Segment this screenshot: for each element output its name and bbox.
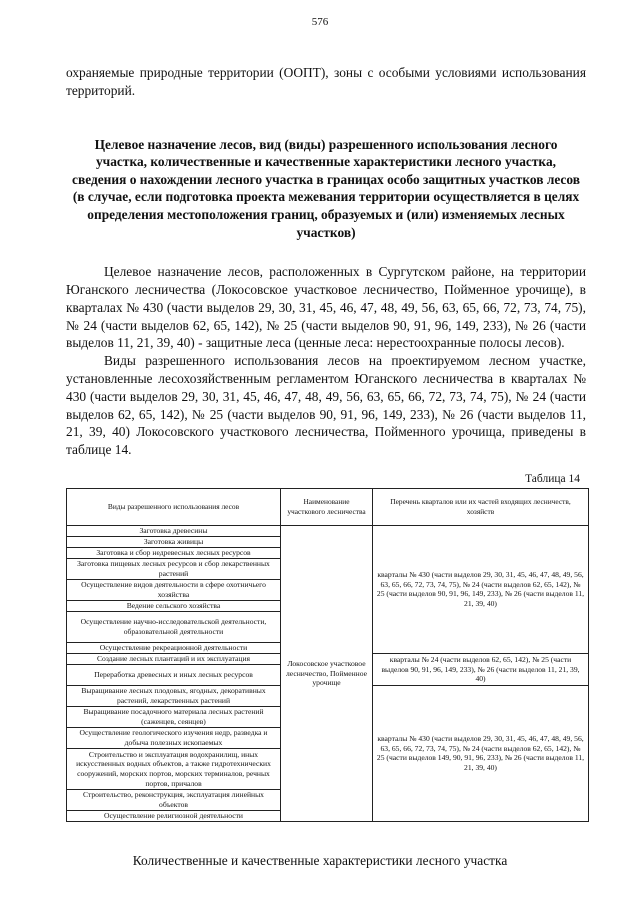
header-quarters: Перечень кварталов или их частей входящих лесничеств, хозяйств [373, 488, 589, 525]
table-caption: Таблица 14 [525, 472, 580, 485]
use-cell: Строительство и эксплуатация водохранилищ, иных искусственных водных объектов, а также гидротехнических сооружений, морских портов, морских терминалов, речных портов, причалов [67, 748, 281, 789]
use-cell: Осуществление научно-исследовательской деятельности, образовательной деятельности [67, 611, 281, 642]
use-cell: Заготовка и сбор недревесных лесных ресурсов [67, 547, 281, 558]
use-cell: Осуществление рекреационной деятельности [67, 642, 281, 653]
use-cell: Ведение сельского хозяйства [67, 600, 281, 611]
paragraph-target-purpose: Целевое назначение лесов, расположенных в Сургутском районе, на территории Юганского лесничества (Локосовское участковое лесничество, Пойменное урочище), в кварталах № 430 (части выделов 29, 30, 31, 45, 46, 47, 48, 49, 56, 63, 65, 66, 72, 73, 74, 75), № 24 (части выделов 62, 65, 142), № 25 (части выделов 90, 91, 96, 149, 233), № 26 (части выделов 11, 21, 39, 40) - защитные леса (ценные леса: нерестоохранные полосы лесов). [66, 264, 586, 351]
use-cell: Осуществление геологического изучения недр, разведка и добыча полезных ископаемых [67, 727, 281, 748]
use-cell: Заготовка пищевых лесных ресурсов и сбор лекарственных растений [67, 558, 281, 579]
quarters-group-2-cell: кварталы № 24 (части выделов 62, 65, 142), № 25 (части выделов 90, 91, 96, 149, 233), № 26 (части выделов 11, 21, 39, 40) [373, 653, 589, 685]
use-cell: Заготовка живицы [67, 536, 281, 547]
intro-paragraph: охраняемые природные территории (ООПТ), зоны с особыми условиями использования территорий. [66, 65, 586, 98]
table-14 [66, 488, 589, 822]
quarters-group-3-cell: кварталы № 430 (части выделов 29, 30, 31, 45, 46, 47, 48, 49, 56, 63, 65, 66, 72, 73, 74, 75), № 24 (части выделов 62, 65, 142), № 25 (части выделов 149, 90, 91, 96, 233), № 26 (части выделов 11, 21, 39, 40) [373, 685, 589, 821]
table-row [67, 525, 589, 536]
use-cell: Осуществление видов деятельности в сфере охотничьего хозяйства [67, 579, 281, 600]
page-number: 576 [311, 16, 329, 28]
use-cell: Заготовка древесины [67, 525, 281, 536]
use-cell: Осуществление религиозной деятельности [67, 810, 281, 821]
paragraph-permitted-uses: Виды разрешенного использования лесов на проектируемом лесном участке, установленные лесохозяйственным регламентом Юганского лесничества в кварталах № 430 (части выделов 29, 30, 31, 45, 46, 47, 48, 49, 56, 63, 65, 66, 72, 73, 74, 75), № 24 (части выделов 62, 65, 142), № 25 (части выделов 90, 91, 96, 149, 233), № 26 (части выделов 11, 21, 39, 40) Локосовского участкового лесничества, Пойменного урочища, приведены в таблице 14. [66, 353, 586, 458]
header-uses: Виды разрешенного использования лесов [67, 488, 281, 525]
use-cell: Выращивание посадочного материала лесных растений (саженцев, сеянцев) [67, 706, 281, 727]
use-cell: Переработка древесных и иных лесных ресурсов [67, 664, 281, 685]
use-cell: Выращивание лесных плодовых, ягодных, декоративных растений, лекарственных растений [67, 685, 281, 706]
header-forestry: Наименование участкового лесничества [281, 488, 373, 525]
table-header-row [67, 488, 589, 525]
use-cell: Создание лесных плантаций и их эксплуатация [67, 653, 281, 664]
forestry-name-cell: Локосовское участковое лесничество, Пойменное урочище [281, 525, 373, 821]
quarters-group-1-cell: кварталы № 430 (части выделов 29, 30, 31, 45, 46, 47, 48, 49, 56, 63, 65, 66, 72, 73, 74, 75), № 24 (части выделов 62, 65, 142), № 25 (части выделов 90, 91, 96, 149, 233), № 26 (части выделов 11, 21, 39, 40) [373, 525, 589, 653]
section-heading: Целевое назначение лесов, вид (виды) разрешенного использования лесного участка, количественные и качественные характеристики лесного участка, сведения о нахождении лесного участка в границах особо защитных участков лесов (в случае, если подготовка проекта межевания территории осуществляется в целях определения местоположения границ, образуемых и (или) изменяемых лесных участков) [72, 136, 580, 240]
document-body [66, 64, 586, 822]
use-cell: Строительство, реконструкция, эксплуатация линейных объектов [67, 789, 281, 810]
next-section-title: Количественные и качественные характеристики лесного участка [132, 853, 508, 868]
